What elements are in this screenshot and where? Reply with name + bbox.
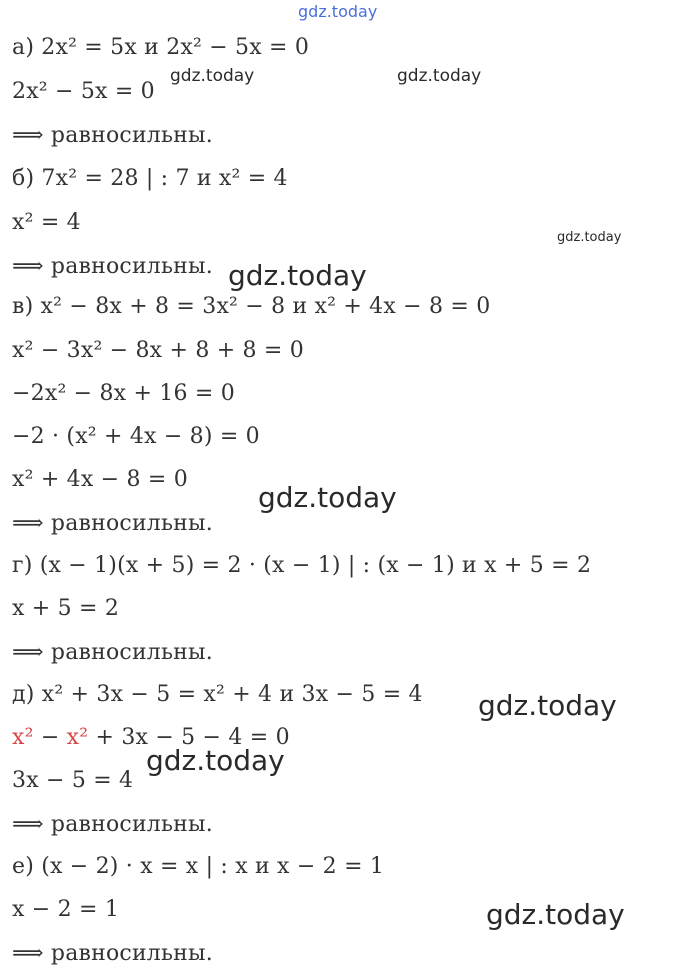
part-a-step: 2x² − 5x = 0: [12, 79, 155, 104]
part-g-step: x + 5 = 2: [12, 596, 120, 621]
part-d-equation-pair: д) x² + 3x − 5 = x² + 4 и 3x − 5 = 4: [12, 682, 423, 707]
part-b-step: x² = 4: [12, 210, 81, 235]
cancelled-term-2: x²: [66, 725, 89, 750]
watermark: gdz.today: [486, 898, 625, 931]
remaining-terms: + 3x − 5 − 4 = 0: [88, 725, 290, 750]
cancelled-term-1: x²: [12, 725, 34, 750]
watermark: gdz.today: [228, 259, 367, 292]
watermark: gdz.today: [146, 744, 285, 777]
part-v-step-3: −2 · (x² + 4x − 8) = 0: [12, 424, 260, 449]
part-v-conclusion: ⟹ равносильны.: [12, 511, 213, 536]
watermark-top: gdz.today: [298, 2, 378, 21]
part-g-conclusion: ⟹ равносильны.: [12, 640, 213, 665]
part-e-conclusion: ⟹ равносильны.: [12, 941, 213, 966]
watermark: gdz.today: [478, 689, 617, 722]
watermark: gdz.today: [397, 66, 482, 86]
watermark: gdz.today: [557, 230, 622, 245]
part-v-step-1: x² − 3x² − 8x + 8 + 8 = 0: [12, 338, 304, 363]
part-v-equation-pair: в) x² − 8x + 8 = 3x² − 8 и x² + 4x − 8 = 0: [12, 294, 491, 319]
part-v-step-4: x² + 4x − 8 = 0: [12, 467, 188, 492]
part-a-equation-pair: а) 2x² = 5x и 2x² − 5x = 0: [12, 35, 310, 60]
part-b-equation-pair: б) 7x² = 28 | : 7 и x² = 4: [12, 166, 288, 191]
minus-sign: −: [33, 725, 67, 750]
watermark: gdz.today: [258, 481, 397, 514]
part-e-equation-pair: е) (x − 2) · x = x | : x и x − 2 = 1: [12, 854, 385, 879]
part-a-conclusion: ⟹ равносильны.: [12, 123, 213, 148]
part-b-conclusion: ⟹ равносильны.: [12, 254, 213, 279]
part-v-step-2: −2x² − 8x + 16 = 0: [12, 381, 235, 406]
part-g-equation-pair: г) (x − 1)(x + 5) = 2 · (x − 1) | : (x − 1) и x + 5 = 2: [12, 553, 592, 578]
part-e-step: x − 2 = 1: [12, 897, 120, 922]
watermark: gdz.today: [170, 66, 255, 86]
part-d-conclusion: ⟹ равносильны.: [12, 812, 213, 837]
part-d-step-2: 3x − 5 = 4: [12, 768, 134, 793]
